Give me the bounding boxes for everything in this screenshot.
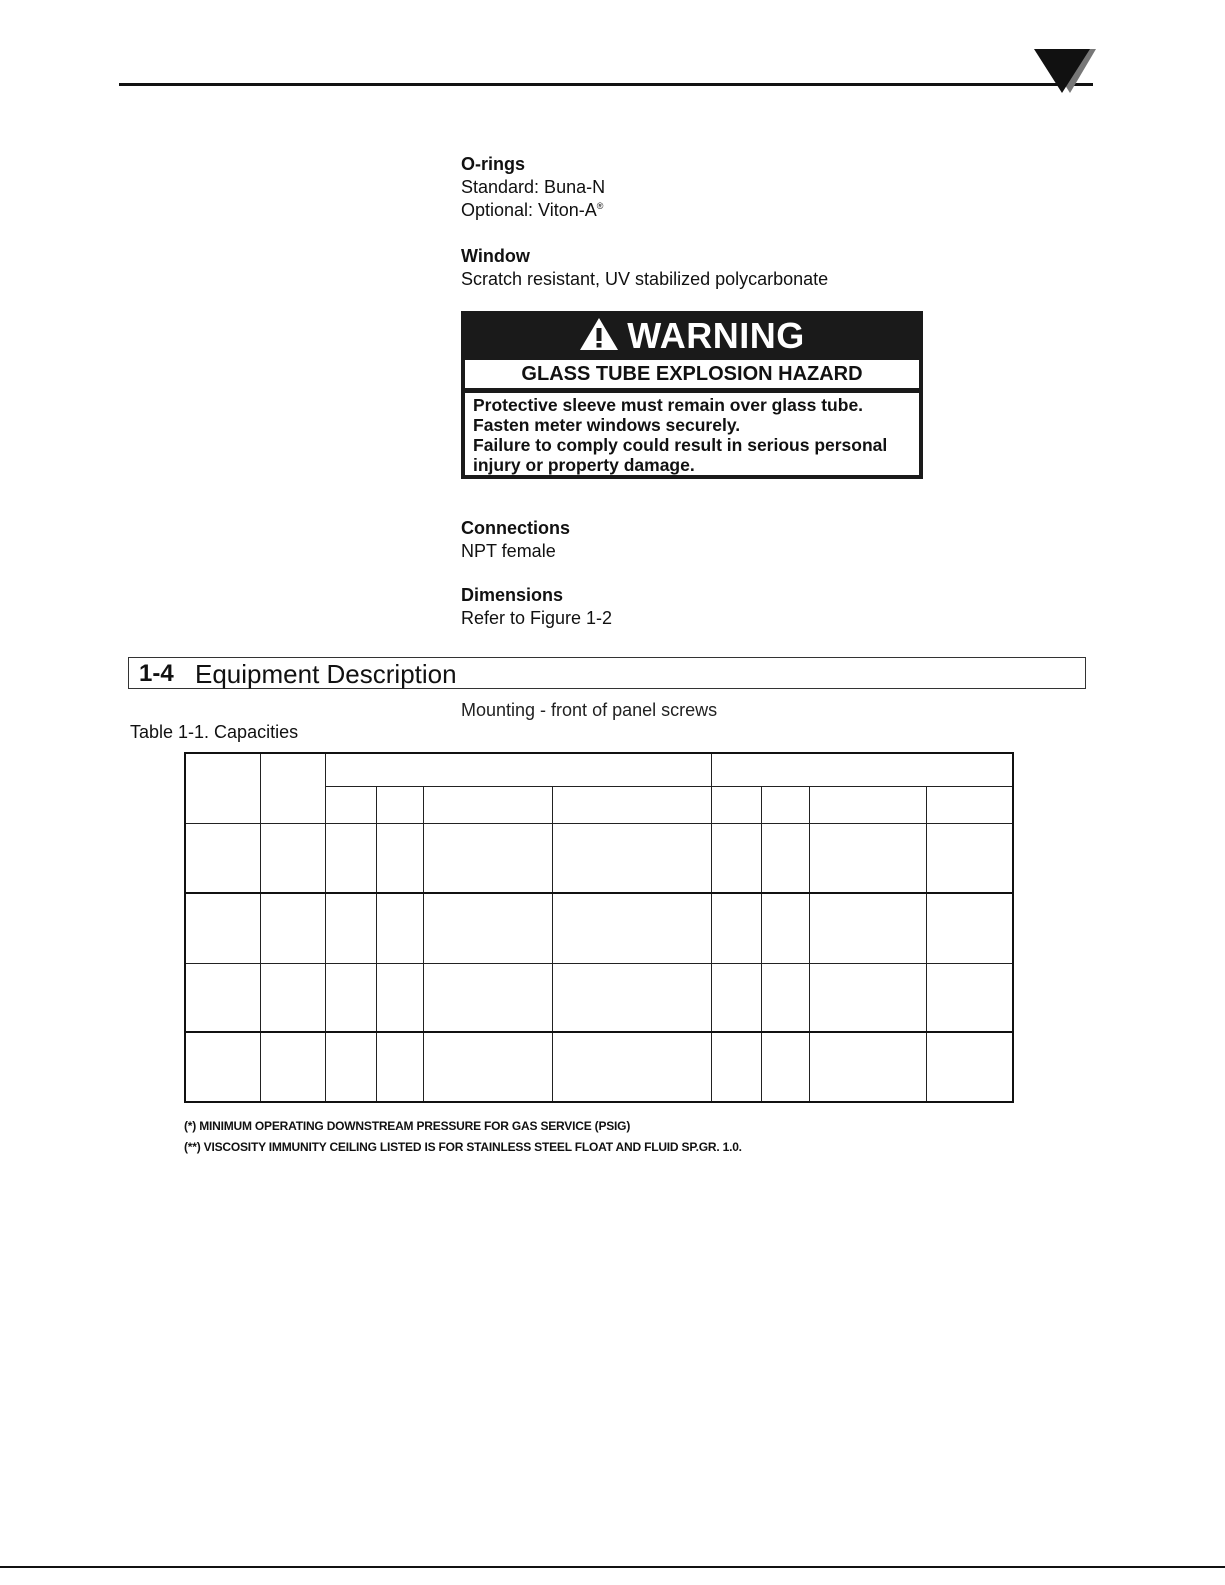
table-caption: Table 1-1. Capacities <box>130 722 299 742</box>
table-row <box>185 963 1013 1032</box>
section-heading <box>128 657 1086 689</box>
table-cell <box>376 893 423 963</box>
connections-text: NPT female <box>461 541 556 561</box>
table-cell <box>711 823 761 893</box>
warning-line: Fasten meter windows securely. <box>473 415 741 435</box>
table-header-row <box>185 753 1013 786</box>
table-cell <box>423 1032 552 1102</box>
table-row <box>185 893 1013 963</box>
table-cell <box>711 963 761 1032</box>
table-group-header <box>325 753 711 786</box>
table-cell <box>185 753 260 823</box>
section-title: Equipment Description <box>195 659 457 689</box>
capacities-table <box>184 752 1014 1103</box>
table-cell <box>809 893 926 963</box>
table-cell <box>423 786 552 823</box>
table-cell <box>926 893 1013 963</box>
table-row <box>185 823 1013 893</box>
warning-title <box>463 313 921 359</box>
table-cell <box>325 893 376 963</box>
table-cell <box>325 963 376 1032</box>
table-cell <box>926 823 1013 893</box>
table-cell <box>809 963 926 1032</box>
table-cell <box>761 1032 809 1102</box>
table-cell <box>926 786 1013 823</box>
table-cell <box>809 823 926 893</box>
table-cell <box>376 823 423 893</box>
table-cell <box>185 823 260 893</box>
mounting-text: Mounting - front of panel screws <box>461 700 718 720</box>
table-cell <box>423 893 552 963</box>
orings-optional: Optional: Viton-A® <box>461 200 604 220</box>
table-cell <box>761 963 809 1032</box>
table-cell <box>423 963 552 1032</box>
table-cell <box>926 1032 1013 1102</box>
table-cell <box>185 893 260 963</box>
table-cell <box>376 786 423 823</box>
table-cell <box>552 893 711 963</box>
table-cell <box>552 786 711 823</box>
warning-line: Protective sleeve must remain over glass tube. <box>473 395 864 415</box>
table-cell <box>423 823 552 893</box>
section-number: 1-4 <box>139 660 174 687</box>
table-cell <box>552 1032 711 1102</box>
header-rule <box>119 83 1093 86</box>
footnote-viscosity: (**) VISCOSITY IMMUNITY CEILING LISTED IS FOR STAINLESS STEEL FLOAT AND FLUID SP.GR. 1.0. <box>184 1140 742 1154</box>
table-cell <box>185 963 260 1032</box>
table-row <box>185 1032 1013 1102</box>
warning-line: Failure to comply could result in serious personal <box>473 435 888 455</box>
warning-label <box>461 311 923 479</box>
table-cell <box>325 786 376 823</box>
footnote-pressure: (*) MINIMUM OPERATING DOWNSTREAM PRESSURE FOR GAS SERVICE (PSIG) <box>184 1119 631 1133</box>
table-cell <box>711 1032 761 1102</box>
dimensions-heading: Dimensions <box>461 585 564 605</box>
window-text: Scratch resistant, UV stabilized polycarbonate <box>461 269 829 289</box>
table-cell <box>185 1032 260 1102</box>
table-cell <box>325 823 376 893</box>
table-cell <box>325 1032 376 1102</box>
window-heading: Window <box>461 246 530 266</box>
table-cell <box>809 786 926 823</box>
table-cell <box>260 963 325 1032</box>
page-marker-triangle-icon <box>1034 47 1096 95</box>
table-cell <box>260 893 325 963</box>
warning-line: injury or property damage. <box>473 455 695 475</box>
table-cell <box>926 963 1013 1032</box>
footer-rule <box>0 1566 1225 1568</box>
table-cell <box>761 786 809 823</box>
connections-heading: Connections <box>461 518 571 538</box>
warning-title-text: WARNING <box>627 315 805 356</box>
orings-heading: O-rings <box>461 154 526 174</box>
orings-standard: Standard: Buna-N <box>461 177 606 197</box>
table-cell <box>761 893 809 963</box>
table-cell <box>761 823 809 893</box>
table-cell <box>376 963 423 1032</box>
warning-body <box>465 393 919 475</box>
table-cell <box>260 753 325 823</box>
table-cell <box>376 1032 423 1102</box>
table-cell <box>711 786 761 823</box>
table-cell <box>260 1032 325 1102</box>
table-group-header <box>711 753 1013 786</box>
table-cell <box>260 823 325 893</box>
table-cell <box>809 1032 926 1102</box>
table-cell <box>552 963 711 1032</box>
warning-triangle-icon <box>579 316 619 350</box>
table-cell <box>552 823 711 893</box>
dimensions-text: Refer to Figure 1-2 <box>461 608 613 628</box>
warning-subtitle: GLASS TUBE EXPLOSION HAZARD <box>465 360 919 388</box>
table-cell <box>711 893 761 963</box>
